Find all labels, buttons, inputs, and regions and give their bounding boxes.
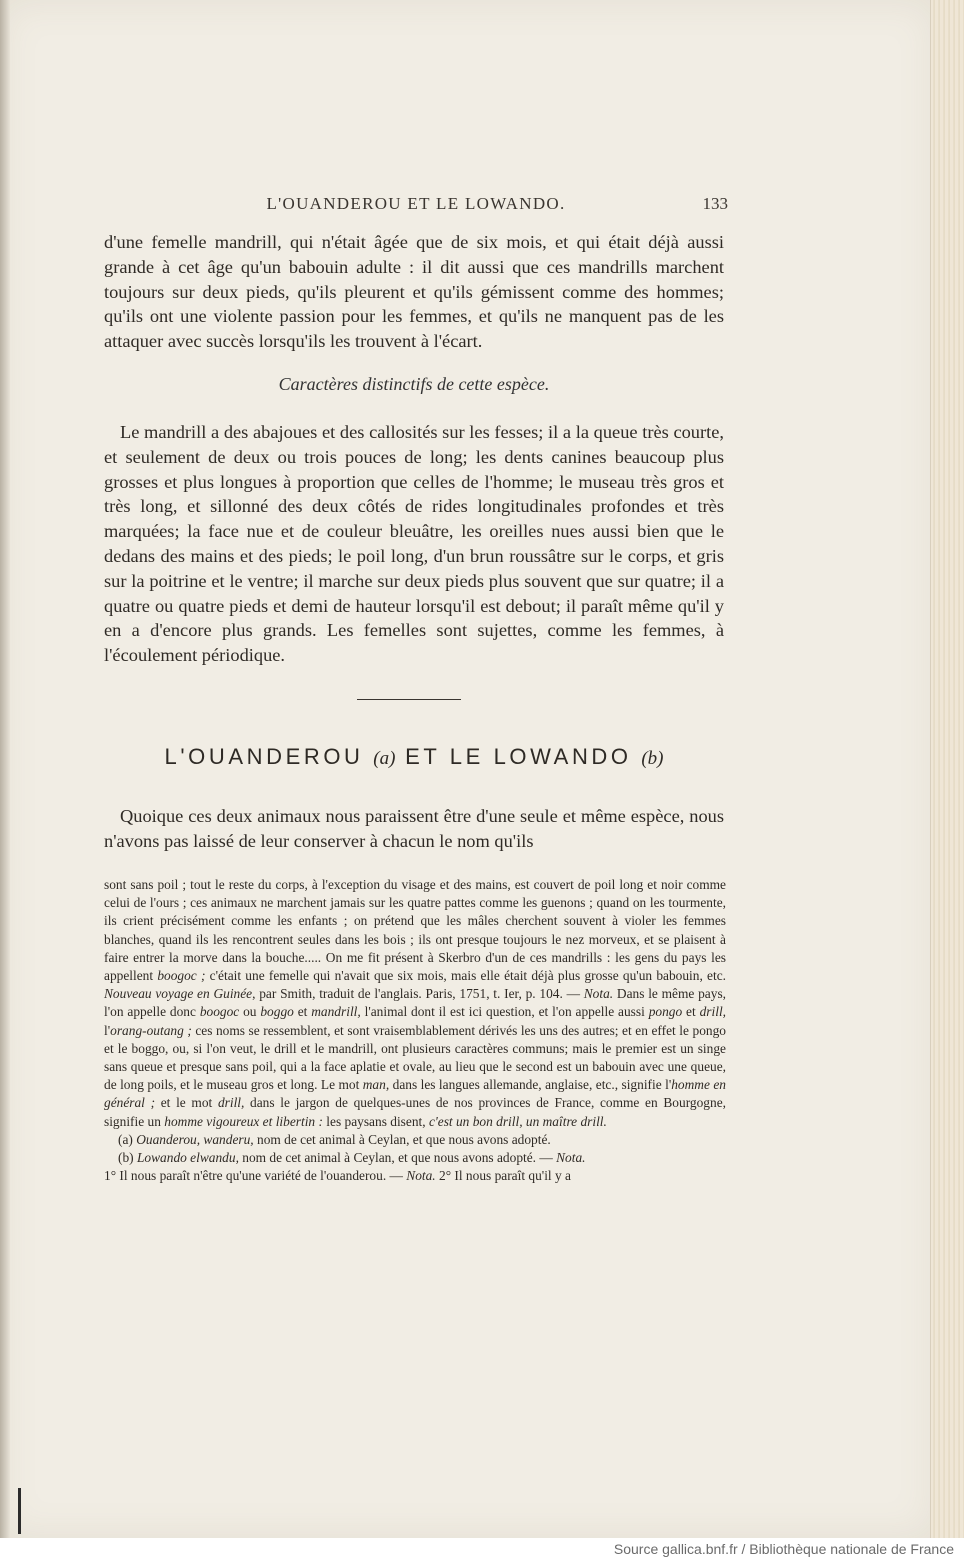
- footnote-text: nom de cet animal à Ceylan, et que nous avons adopté. —: [238, 1150, 557, 1166]
- footnote-text: Dans le même pays, l'on appelle donc: [104, 986, 726, 1020]
- footnote-italic: boogoc: [199, 1004, 240, 1020]
- paragraph-1: d'une femelle mandrill, qui n'était âgée que de six mois, et qui était déjà aussi grande à cet âge qu'un babouin adulte : il dit aussi que ces mandrills marchent toujours sur deux pieds, qu'ils pleurent et qu'ils gémissent comme des hommes; qu'ils ont une violente passion pour les femmes, et qu'ils ne manquent pas de les attaquer avec succès lorsqu'ils les trouvent à l'écart.: [104, 232, 724, 352]
- footnote-b: [104, 1149, 726, 1167]
- footnote-text: ou: [239, 1004, 261, 1020]
- footnote-italic: Ouanderou, wanderu,: [136, 1131, 254, 1147]
- paragraph-2: Le mandrill a des abajoues et des callosités sur les fesses; il a la queue très courte, et seulement de deux ou trois pouces de long; les dents canines beaucoup plus grosses et plus longues à proportion que celles de l'homme; le museau très gros et très long, et sillonné des deux côtés de rides longitudinales profondes et très marquées; la face nue et de couleur bleuâtre, les oreilles nues aussi bien que le dedans des mains et des pieds; le poil long, d'un brun roussâtre sur le corps, et gris sur la poitrine et le ventre; il marche sur deux pieds plus souvent que sur quatre; il a quatre ou quatre pieds et demi de hauteur lorsqu'il est debout; il paraît même qu'il y en a d'encore plus grands. Les femelles sont sujettes, comme les femmes, à l'écoulement périodique.: [104, 422, 724, 666]
- footnote-text: et: [682, 1004, 700, 1020]
- footnote-text: nom de cet animal à Ceylan, et que nous avons adopté.: [253, 1131, 551, 1147]
- section-title-part1: L'OUANDEROU: [164, 744, 364, 769]
- footnote-italic: Nota.: [556, 1150, 586, 1166]
- footnote-text: ces noms se ressemblent, et sont vraisemblablement dérivés les uns des autres; et en effet le pongo et le boggo, ou, si l'on veut, le drill et le mandrill, ont plusieurs caractères communs; mais le premier est un singe sans queue et presque sans poil, qui a la face aplatie et ovale, au lieu que le second est un babouin avec une queue, de long poils, et le museau gros et long. Le mot: [104, 1022, 726, 1093]
- footnote-italic: Nota.: [406, 1168, 436, 1184]
- footnote-italic: homme vigoureux et libertin :: [164, 1113, 323, 1129]
- subheading: Caractères distinctifs de cette espèce.: [278, 374, 550, 394]
- running-title: L'OUANDEROU ET LE LOWANDO.: [266, 194, 566, 213]
- source-credit: Source gallica.bnf.fr / Bibliothèque nationale de France: [613, 1541, 954, 1557]
- footnote-text: c'était une femelle qui n'avait que six mois, mais elle était déjà plus grosse qu'un babouin, etc.: [205, 968, 726, 984]
- section-title-part2: ET LE LOWANDO: [405, 744, 632, 769]
- footnote-italic: orang-outang ;: [110, 1022, 192, 1038]
- footnote-text: dans le jargon de quelques-unes de nos provinces de France, comme en Bourgogne, signifie un: [104, 1095, 726, 1129]
- paragraph-3: Quoique ces deux animaux nous paraissent être d'une seule et même espèce, nous n'avons pas laissé de leur conserver à chacun le nom qu'ils: [104, 806, 724, 851]
- footnote-italic: man,: [362, 1077, 390, 1093]
- footnotes: [104, 876, 726, 1185]
- footnote-text: 1° Il nous paraît n'être qu'une variété de l'ouanderou. —: [104, 1168, 407, 1184]
- footnote-italic: Nouveau voyage en Guinée: [104, 986, 253, 1002]
- footnote-text: les paysans disent,: [322, 1113, 429, 1129]
- scan-corner-mark: [18, 1488, 21, 1534]
- running-head: [104, 194, 728, 218]
- footnote-text: , par Smith, traduit de l'anglais. Paris, 1751, t. Ier, p. 104. —: [252, 986, 584, 1002]
- footnote-italic: Nota.: [583, 986, 614, 1002]
- footnote-italic: pongo: [648, 1004, 683, 1020]
- footnote-text: l'animal dont il est ici question, et l'on appelle aussi: [360, 1004, 649, 1020]
- footnote-label: (b): [118, 1150, 134, 1166]
- note-ref-a: (a): [373, 748, 396, 769]
- footnote-text: 2° Il nous paraît qu'il y a: [435, 1168, 571, 1184]
- footnote-italic: boogoc ;: [157, 968, 206, 984]
- page-edges: [930, 0, 964, 1538]
- footnote-text: et: [293, 1004, 312, 1020]
- note-ref-b: (b): [641, 748, 664, 769]
- footnote-a: [104, 1131, 726, 1149]
- footnote-text: dans les langues allemande, anglaise, etc., signifie l': [389, 1077, 672, 1093]
- footnote-italic: Lowando elwandu,: [136, 1150, 239, 1166]
- page-gutter: [0, 0, 10, 1538]
- footnote-italic: homme en général ;: [104, 1077, 726, 1111]
- footnote-italic: boggo: [260, 1004, 294, 1020]
- footnote-italic: c'est un bon drill, un maître drill.: [428, 1113, 607, 1129]
- footnote-text: sont sans poil ; tout le reste du corps, à l'exception du visage et des mains, est couvert de poil long et noir comme celui de l'ours ; ces animaux ne marchent jamais sur les quatre pattes comme les guenons ; quand on les tourmente, ils crient précisément comme les enfants ; on prétend que les mâles cherchent souvent à violer les femmes blanches, quand ils les rencontrent seules dans les bois ; ils ont presque toujours le nez morveux, et se plaisent à faire entrer la morve dans la bouche..... On me fit présent à Skerbro d'un de ces mandrills : les gens du pays les appellent: [104, 877, 726, 984]
- footnote-italic: mandrill,: [311, 1004, 361, 1020]
- footnote-text: l': [104, 1022, 111, 1038]
- footnote-text: et le mot: [155, 1095, 218, 1111]
- footnote-label: (a): [118, 1131, 133, 1147]
- page-number: 133: [702, 194, 728, 213]
- section-divider: [357, 699, 461, 700]
- footnote-italic: drill,: [217, 1095, 245, 1111]
- footnote-continued: [104, 876, 726, 1131]
- section-title: [104, 744, 724, 770]
- footnote-italic: drill,: [699, 1004, 727, 1020]
- footnote-b-continued: [104, 1167, 726, 1185]
